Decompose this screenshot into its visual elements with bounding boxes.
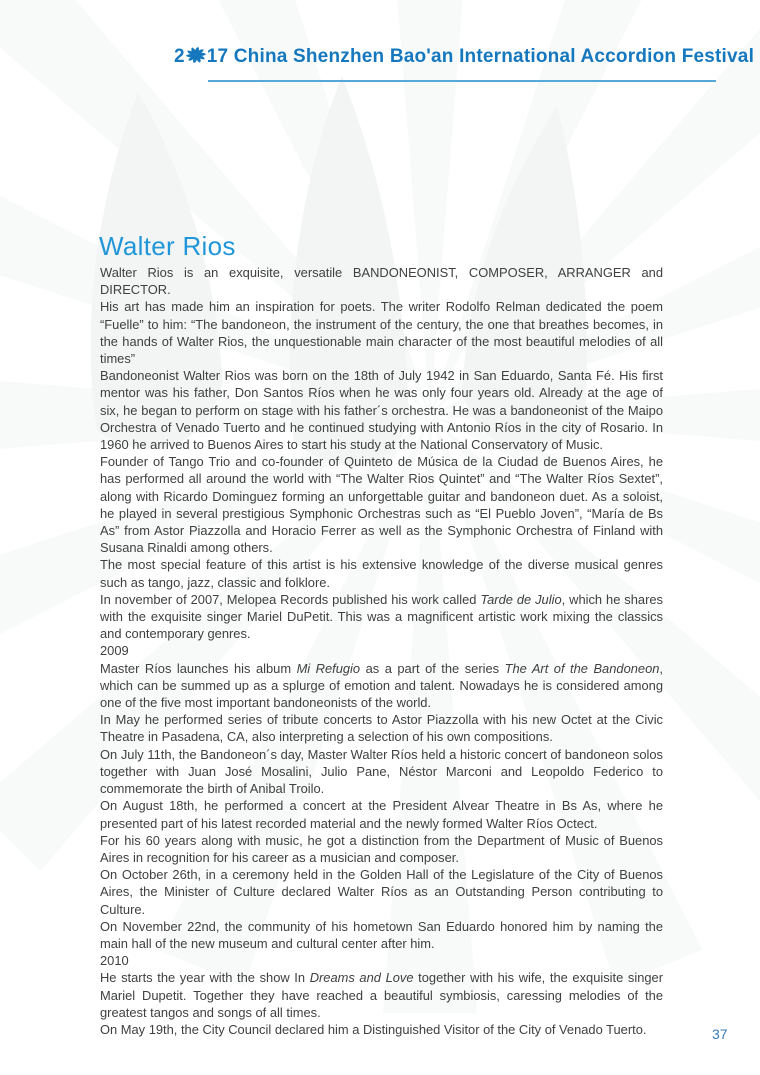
paragraph: [100, 367, 663, 453]
paragraph: [100, 642, 663, 659]
text-run: , which he shares with the exquisite singer Mariel DuPetit. This was a magnificent artistic work mixing the classics and contemporary genres.: [100, 591, 663, 642]
text-run: On August 18th, he performed a concert at the President Alvear Theatre in Bs As, where he presented part of his latest recorded material and the newly formed Walter Ríos Octect.: [100, 798, 663, 831]
paragraph: [100, 556, 663, 590]
header-divider: [208, 80, 716, 82]
text-run: Bandoneonist Walter Rios was born on the 18th of July 1942 in San Eduardo, Santa Fé. His first mentor was his father, Don Santos Ríos when he was only four years old. Already at the age of six, he began to perform on stage with his father´s orchestra. He was a bandoneonist of the Maipo Orchestra of Venado Tuerto and he continued studying with Antonio Ríos in the city of Rosario. In 1960 he arrived to Buenos Aires to start his study at the National Conservatory of Music.: [100, 368, 663, 453]
text-run: He starts the year with the show In: [100, 970, 310, 986]
italic-text-run: Dreams and Love: [309, 970, 414, 986]
paragraph: [100, 591, 663, 643]
text-run: 2010: [100, 953, 129, 969]
biography-text: [100, 264, 663, 1038]
paragraph: [100, 746, 663, 798]
paragraph: [100, 866, 663, 918]
text-run: Walter Rios is an exquisite, versatile BANDONEONIST, COMPOSER, ARRANGER and DIRECTOR.: [100, 265, 663, 298]
accordion-flower-icon: [185, 44, 207, 66]
text-run: In november of 2007, Melopea Records published his work called: [100, 591, 481, 607]
masthead-title: China Shenzhen Bao'an International Accordion Festival: [233, 46, 755, 67]
paragraph: [100, 711, 663, 745]
festival-masthead: [156, 44, 760, 68]
italic-text-run: Tarde de Julio: [480, 591, 562, 607]
text-run: On May 19th, the City Council declared him a Distinguished Visitor of the City of Venado Tuerto.: [100, 1021, 647, 1037]
italic-text-run: Mi Refugio: [296, 660, 361, 676]
text-run: In May he performed series of tribute concerts to Astor Piazzolla with his new Octet at the Civic Theatre in Pasadena, CA, also interpreting a selection of his own compositions.: [100, 712, 663, 745]
text-run: His art has made him an inspiration for poets. The writer Rodolfo Relman dedicated the poem “Fuelle” to him: “The bandoneon, the instrument of the century, the one that breathes becomes, in the hands of Walter Rios, the unquestionable main character of the most beautiful melodies of all times”: [100, 299, 663, 367]
text-run: For his 60 years along with music, he got a distinction from the Department of Music of Buenos Aires in recognition for his career as a musician and composer.: [100, 832, 663, 865]
page-number: 37: [712, 1026, 728, 1042]
text-run: On October 26th, in a ceremony held in the Golden Hall of the Legislature of the City of Buenos Aires, the Minister of Culture declared Walter Ríos as an Outstanding Person contributing to Culture.: [100, 867, 663, 917]
text-run: , which can be summed up as a splurge of emotion and talent. Nowadays he is considered among one of the five most important bandoneonists of the world.: [100, 660, 664, 711]
paragraph: [100, 298, 663, 367]
text-run: Founder of Tango Trio and co-founder of Quinteto de Música de la Ciudad de Buenos Aires, he has performed all around the world with “The Walter Rios Quintet” and “The Walter Ríos Sextet”, along with Ricardo Dominguez forming an unforgettable guitar and bandoneon duet. As a soloist, he played in several prestigious Symphonic Orchestras such as “El Pueblo Joven”, “María de Bs As” from Astor Piazzolla and Horacio Ferrer as well as the Symphonic Orchestra of Finland with Susana Rinaldi among others.: [100, 454, 663, 556]
paragraph: [100, 264, 663, 298]
paragraph: [100, 660, 663, 712]
text-run: On July 11th, the Bandoneon´s day, Master Walter Ríos held a historic concert of bandoneon solos together with Juan José Mosalini, Julio Pane, Néstor Marconi and Leopoldo Federico to commemorate the birth of Anibal Troilo.: [100, 746, 663, 797]
paragraph: [100, 832, 663, 866]
masthead-year-right: 17: [206, 46, 229, 67]
paragraph: [100, 918, 663, 952]
paragraph: [100, 1021, 663, 1038]
article-title: Walter Rios: [99, 231, 236, 261]
paragraph: [100, 797, 663, 831]
text-run: The most special feature of this artist is his extensive knowledge of the diverse musical genres such as tango, jazz, classic and folklore.: [100, 557, 663, 590]
paragraph: [100, 453, 663, 556]
text-run: 2009: [100, 643, 129, 659]
paragraph: [100, 952, 663, 969]
text-run: Master Ríos launches his album: [100, 660, 297, 676]
text-run: together with his wife, the exquisite singer Mariel Dupetit. Together they have reached a beautiful symbiosis, caressing melodies of the greatest tangos and songs of all times.: [100, 970, 664, 1020]
text-run: as a part of the series: [360, 660, 505, 676]
paragraph: [100, 969, 663, 1021]
masthead-year-left: 2: [173, 46, 185, 67]
italic-text-run: The Art of the Bandoneon: [504, 660, 660, 676]
text-run: On November 22nd, the community of his hometown San Eduardo honored him by naming the main hall of the new museum and cultural center after him.: [100, 918, 663, 951]
